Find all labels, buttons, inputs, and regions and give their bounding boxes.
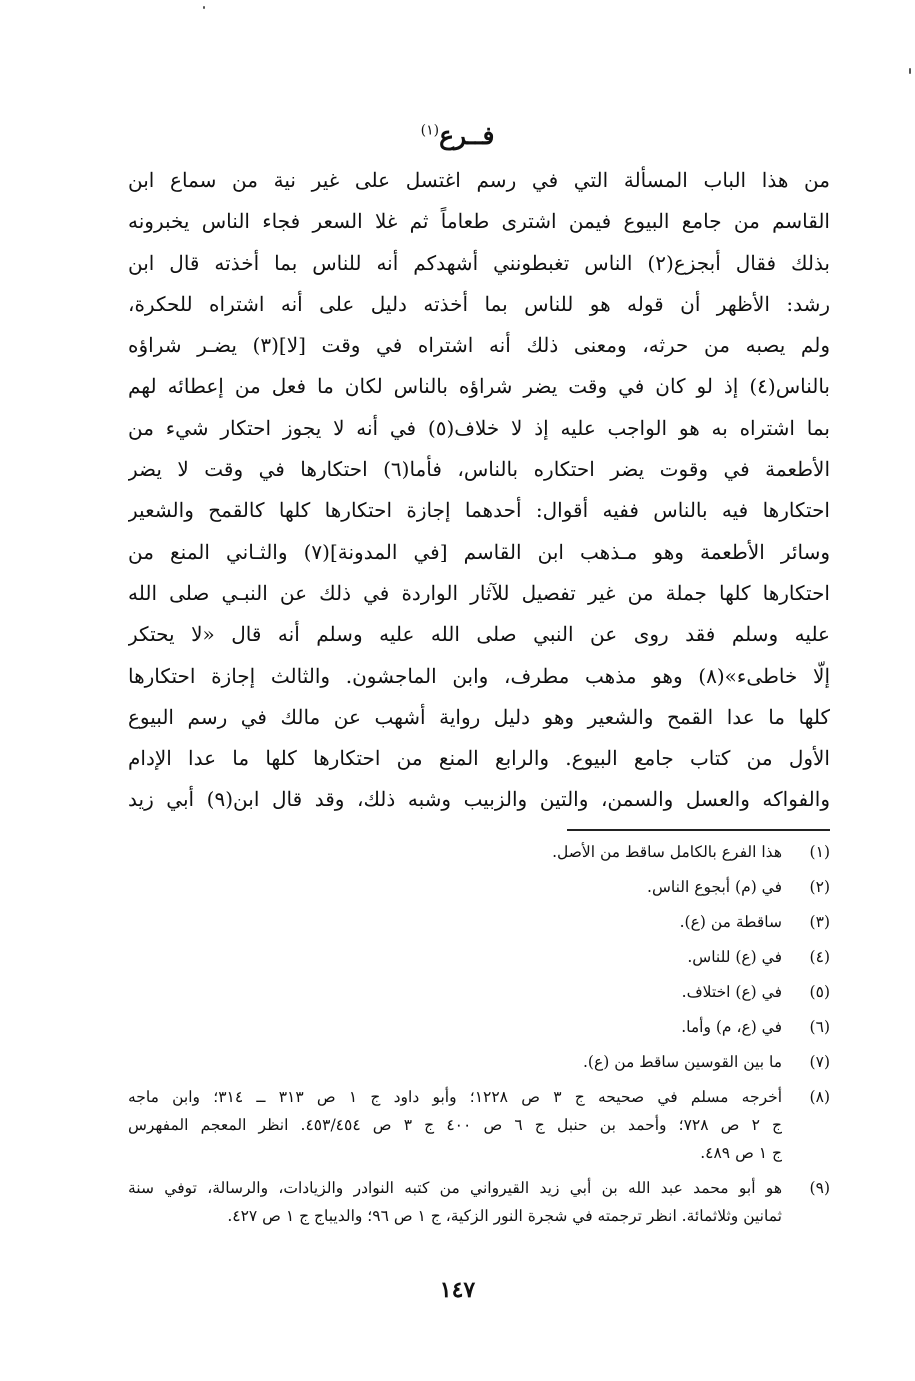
footnote-number: (٤) [809,948,830,966]
footnote-text [128,1083,786,1167]
footnote-number: (٧) [809,1053,830,1071]
footnote [128,1083,830,1167]
footnote-text [128,1174,786,1230]
footnote-text [128,838,786,866]
footnote-line: في (ع) اختلاف. [681,983,782,1001]
body-line: القاسم من جامع البيوع فيمن اشترى طعاماً ثم غلا السعر فجاء الناس يخبرونه [128,209,830,234]
footnote-line: ساقطة من (ع). [679,913,782,931]
scan-speck [909,68,911,74]
footnote-line: ج ١ ص ٤٨٩. [700,1144,782,1162]
body-line: والفواكه والعسل والسمن، والتين والزبيب وشبه ذلك، وقد قال ابن(٩) أبي زيد [128,787,830,812]
main-text [128,160,830,821]
footnote-number: (٨) [809,1088,830,1106]
body-line: الأول من كتاب جامع البيوع. والرابع المنع من احتكارها كلها ما عدا الإدام [128,746,830,771]
footnote-number: (٥) [809,983,830,1001]
body-line: عليه وسلم فقد روى عن النبي صلى الله عليه وسلم أنه قال «لا يحتكر [128,622,830,647]
footnote-line: في (ع) للناس. [687,948,782,966]
footnote [128,943,830,971]
footnote-number: (٦) [809,1018,830,1036]
footnote [128,1174,830,1230]
footnote [128,978,830,1006]
footnote [128,1013,830,1041]
body-line: بما اشتراه به هو الواجب عليه إذ لا خلاف(٥) في أنه لا يجوز احتكار شيء من [128,415,830,440]
footnote [128,1048,830,1076]
scan-speck [203,6,205,9]
body-line: احتكارها فيه بالناس ففيه أقوال: أحدهما إجازة احتكارها كلها كالقمح والشعير [128,498,830,523]
footnote-text [128,908,786,936]
footnote-number: (٣) [809,913,830,931]
body-line: الأطعمة في وقوت يضر احتكاره بالناس، فأما(٦) احتكارها في وقت لا يضر [128,457,830,482]
footnotes [128,838,830,1237]
footnote-line: في (ع، م) وأما. [681,1018,782,1036]
footnote-number: (١) [809,843,830,861]
footnote [128,908,830,936]
body-line: كلها ما عدا القمح والشعير وهو دليل رواية أشهب عن مالك في رسم البيوع [128,704,830,729]
footnote-line: في (م) أبجوع الناس. [647,878,782,896]
footnote [128,873,830,901]
body-line: احتكارها كلها جملة من غير تفصيل للآثار الواردة في ذلك عن النبـي صلى الله [128,580,830,605]
section-title [0,118,915,154]
footnote-text [128,1048,786,1076]
footnote-line: أخرجه مسلم في صحيحه ج ٣ ص ١٢٢٨؛ وأبو داود ج ١ ص ٣١٣ ــ ٣١٤؛ وابن ماجه [128,1088,782,1106]
body-line: بالناس(٤) إذ لو كان في وقت يضر شراؤه بالناس لكان ما فعل من إعطائه لهم [128,374,830,399]
body-line: بذلك فقال أبجزع(٢) الناس تغبطونني أشهدكم أنه للناس بما أخذته قال ابن [128,250,830,275]
body-line: إلّا خاطىء»(٨) وهو مذهب مطرف، وابن الماجشون. والثالث إجازة احتكارها [128,663,830,688]
footnote-number: (٢) [809,878,830,896]
body-line: من هذا الباب المسألة التي في رسم اغتسل على غير نية من سماع ابن [128,168,830,192]
footnote [128,838,830,866]
footnote-line: هو أبو محمد عبد الله بن أبي زيد القيرواني من كتبه النوادر والزيادات، والرسالة، توفي سنة [128,1179,782,1197]
body-line: ولم يصبه من حرثه، ومعنى ذلك أنه اشتراه في وقت [لا](٣) يضـر شراؤه [128,333,830,358]
footnote-text [128,943,786,971]
footnote-line: ما بين القوسين ساقط من (ع). [583,1053,782,1071]
footnote-text [128,978,786,1006]
body-line: رشد: الأظهر أن قوله هو للناس بما أخذته دليل على أنه اشتراه للحكرة، [128,291,830,316]
footnote-text [128,1013,786,1041]
footnote-line: هذا الفرع بالكامل ساقط من الأصل. [552,843,782,861]
footnote-number: (٩) [809,1179,830,1197]
footnote-text [128,873,786,901]
footnote-line: ج ٢ ص ٧٢٨؛ وأحمد بن حنبل ج ٦ ص ٤٠٠ ج ٣ ص ٤٥٣/٤٥٤. انظر المعجم المفهرس [128,1116,782,1134]
footnote-separator [567,829,830,831]
footnote-line: ثمانين وثلاثمائة. انظر ترجمته في شجرة النور الزكية، ج ١ ص ٩٦؛ والديباج ج ١ ص ٤٢٧. [227,1207,782,1225]
section-title-text: فــرع [439,121,495,150]
body-line: وسائر الأطعمة وهو مـذهب ابن القاسم [في المدونة](٧) والثـاني المنع من [128,539,830,564]
section-title-note-ref: (١) [420,122,440,139]
page-number: ١٤٧ [439,1277,476,1303]
